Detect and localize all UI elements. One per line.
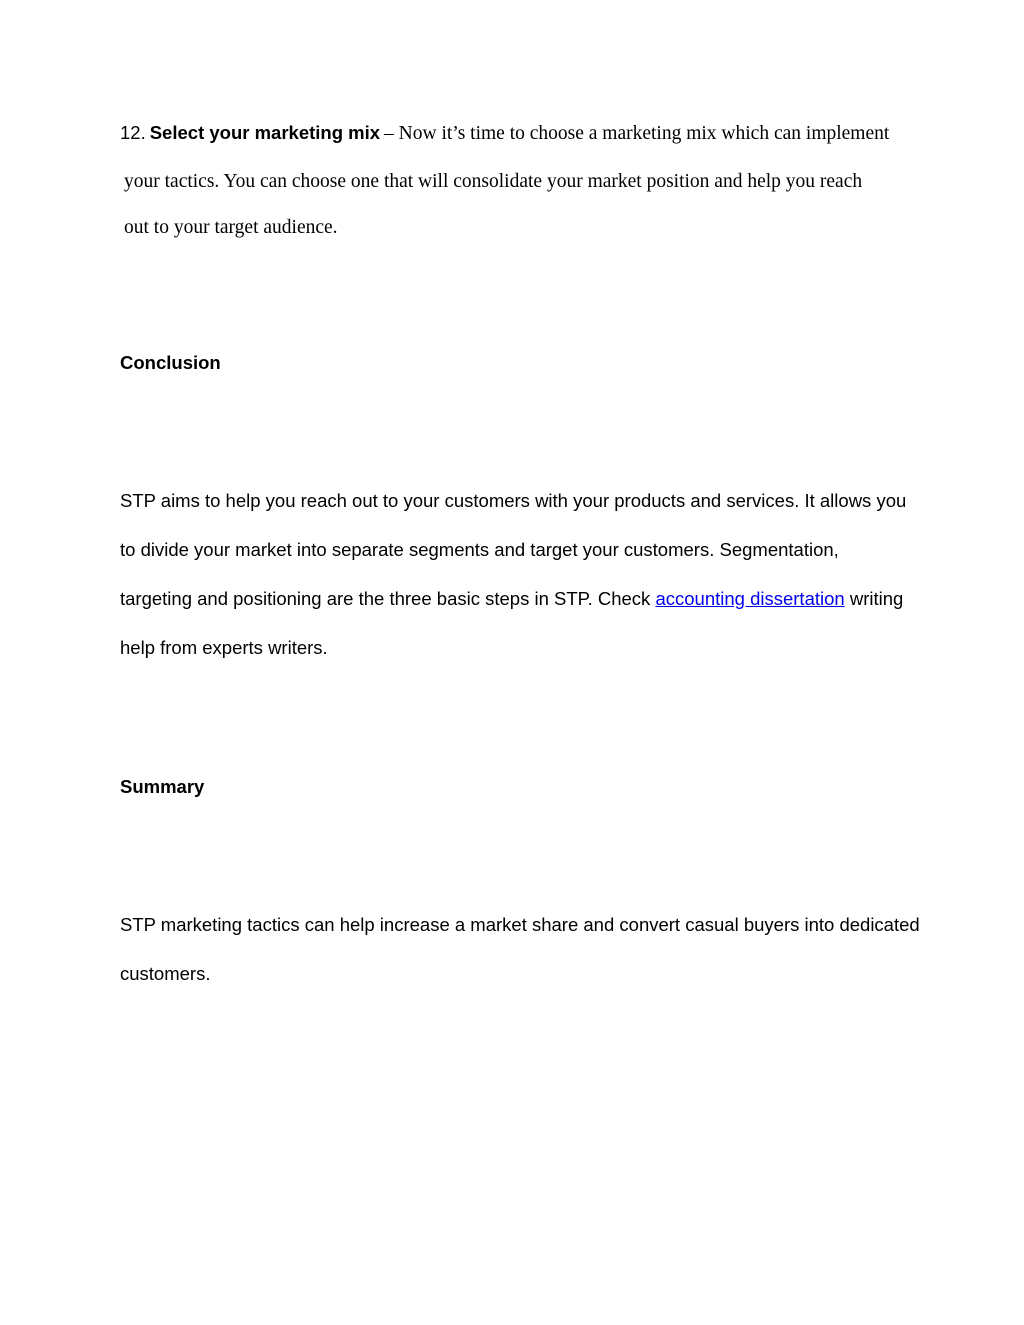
conclusion-line-1: STP aims to help you reach out to your customers with your products and services. It allows you: [120, 490, 907, 511]
conclusion-line-2: to divide your market into separate segments and target your customers. Segmentation,: [120, 539, 839, 560]
conclusion-heading: Conclusion: [120, 352, 221, 373]
conclusion-line-3: [120, 590, 903, 609]
summary-heading: Summary: [120, 776, 205, 797]
item-number: 12.: [120, 122, 146, 143]
item-12-line-2: your tactics. You can choose one that will consolidate your market position and help you reach: [124, 171, 863, 192]
item-line-1-text: – Now it’s time to choose a marketing mix which can implement: [384, 123, 890, 144]
item-12-line-3: out to your target audience.: [124, 217, 338, 238]
conclusion-line-3-before-link: targeting and positioning are the three basic steps in STP. Check: [120, 588, 656, 609]
accounting-dissertation-link[interactable]: accounting dissertation: [655, 588, 845, 609]
conclusion-line-4: help from experts writers.: [120, 637, 328, 658]
item-bold-label: Select your marketing mix: [149, 122, 381, 143]
conclusion-line-3-after-link: writing: [844, 588, 904, 609]
summary-line-2: customers.: [120, 963, 211, 984]
item-12-line-1: [120, 124, 889, 144]
summary-line-1: STP marketing tactics can help increase a market share and convert casual buyers into dedicated: [120, 914, 920, 935]
